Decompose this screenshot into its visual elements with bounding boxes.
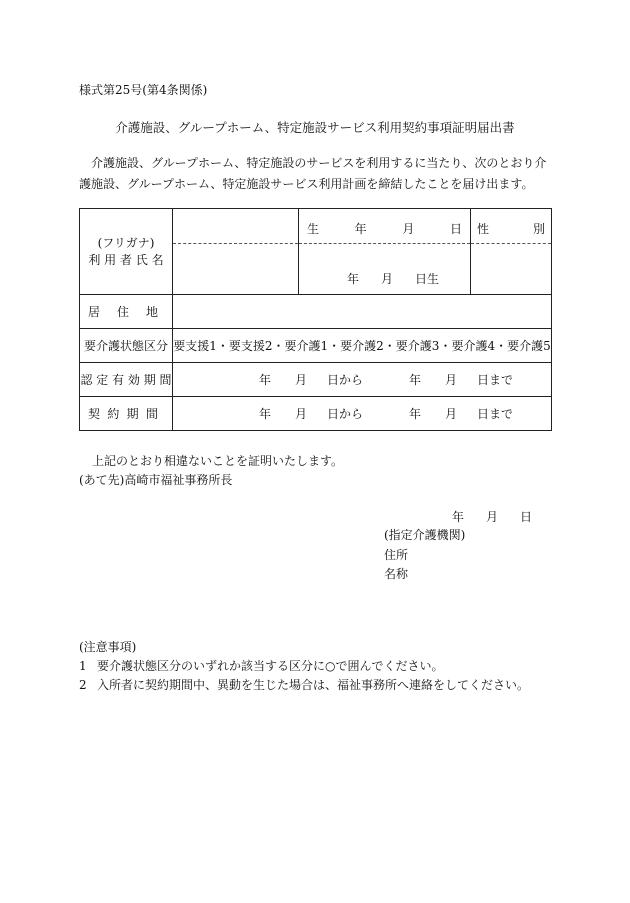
- sex-cell[interactable]: [471, 209, 552, 295]
- care-level-label: 要介護状態区分: [80, 329, 173, 363]
- cert-period-value[interactable]: 年 月 日から 年 月 日まで: [173, 363, 552, 397]
- note-item: 1 要介護状態区分のいずれか該当する区分に○で囲んでください。: [79, 659, 444, 673]
- addressee: (あて先)高崎市福祉事務所長: [79, 473, 233, 487]
- address-label: 住所: [384, 548, 409, 562]
- submission-date[interactable]: 年 月 日: [452, 510, 533, 524]
- residence-input[interactable]: [173, 295, 552, 329]
- institution-name-label: 名称: [384, 567, 409, 581]
- care-level-options[interactable]: 要支援1・要支援2・要介護1・要介護2・要介護3・要介護4・要介護5: [173, 329, 552, 363]
- user-name-label-cell: [80, 209, 173, 295]
- dob-label: 生 年 月 日: [307, 222, 462, 236]
- intro-paragraph: 介護施設、グループホーム、特定施設のサービスを利用するに当たり、次のとおり介護施設、グループホーム、特定施設サービス利用計画を締結したことを届け出ます。: [79, 156, 547, 191]
- institution-label: (指定介護機関): [384, 528, 466, 542]
- dob-value: 年 月 日生: [347, 272, 440, 286]
- cert-period-label: 認 定 有 効 期 間: [80, 363, 173, 397]
- furigana-label: (フリガナ): [97, 235, 155, 250]
- certify-statement: 上記のとおり相違ないことを証明いたします。: [92, 454, 344, 468]
- contract-table: [79, 208, 552, 431]
- document-title: 介護施設、グループホーム、特定施設サービス利用契約事項証明届出書: [115, 120, 515, 135]
- form-number: 様式第25号(第4条関係): [79, 83, 208, 97]
- user-name-label: 利 用 者 氏 名: [88, 252, 164, 267]
- contract-period-value[interactable]: 年 月 日から 年 月 日まで: [173, 397, 552, 431]
- sex-label: 性 別: [477, 222, 545, 236]
- notes-heading: (注意事項): [79, 640, 137, 654]
- residence-label: 居 住 地: [80, 295, 173, 329]
- dob-cell[interactable]: [299, 209, 471, 295]
- contract-period-label: 契 約 期 間: [80, 397, 173, 431]
- note-item: 2 入所者に契約期間中、異動を生じた場合は、福祉事務所へ連絡をしてください。: [79, 678, 530, 692]
- user-name-input[interactable]: [173, 209, 299, 295]
